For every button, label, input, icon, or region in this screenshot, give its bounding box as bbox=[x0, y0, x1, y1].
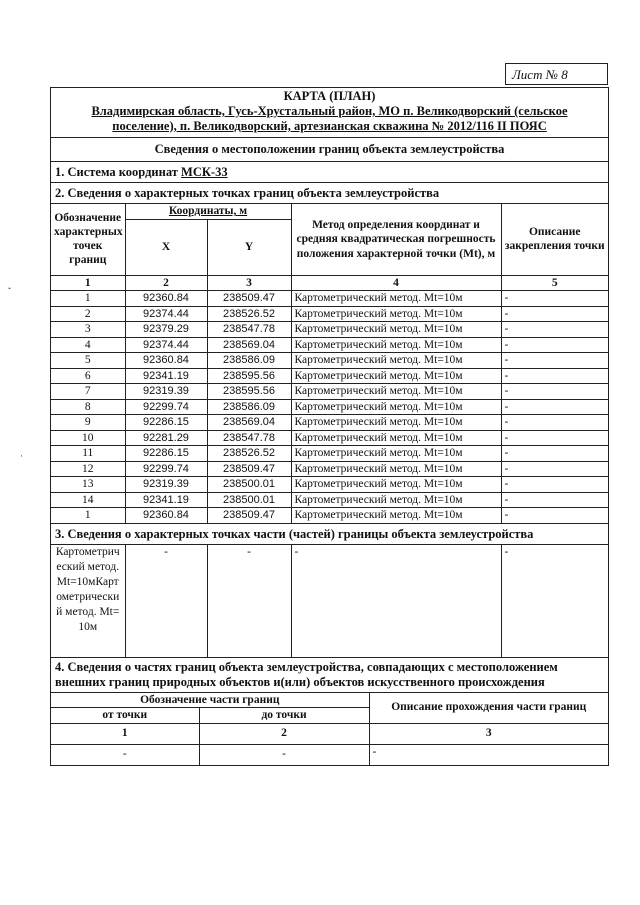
point-row bbox=[51, 399, 608, 415]
point-method: Картометрический метод. Mt=10м bbox=[291, 430, 501, 446]
section-3-title: 3. Сведения о характерных точках части (частей) границы объекта землеустройства bbox=[51, 524, 608, 545]
point-y: 238586.09 bbox=[207, 399, 291, 415]
point-y: 238526.52 bbox=[207, 446, 291, 462]
col-x-header: X bbox=[125, 219, 207, 275]
coordinate-system: МСК-33 bbox=[181, 165, 228, 179]
section-4-title bbox=[51, 658, 608, 693]
point-number: 9 bbox=[51, 415, 125, 431]
point-method: Картометрический метод. Mt=10м bbox=[291, 477, 501, 493]
point-desc: - bbox=[501, 446, 608, 462]
point-desc: - bbox=[501, 508, 608, 524]
point-row bbox=[51, 322, 608, 338]
point-desc: - bbox=[501, 492, 608, 508]
point-y: 238586.09 bbox=[207, 353, 291, 369]
point-method: Картометрический метод. Mt=10м bbox=[291, 384, 501, 400]
col-coords-header: Координаты, м bbox=[125, 204, 291, 219]
part-method-cell: Картометрический метод. Mt=10мКартометрический метод. Mt=10м bbox=[51, 545, 125, 658]
point-row bbox=[51, 291, 608, 307]
sheet-number: 8 bbox=[561, 67, 568, 82]
point-number: 8 bbox=[51, 399, 125, 415]
s4-desc-value: - bbox=[369, 744, 608, 765]
point-x: 92319.39 bbox=[125, 384, 207, 400]
col-num-1: 1 bbox=[51, 275, 125, 291]
point-number: 11 bbox=[51, 446, 125, 462]
point-row bbox=[51, 384, 608, 400]
point-method: Картометрический метод. Mt=10м bbox=[291, 508, 501, 524]
point-number: 4 bbox=[51, 337, 125, 353]
column-numbers-row bbox=[51, 275, 608, 291]
point-number: 1 bbox=[51, 508, 125, 524]
point-y: 238500.01 bbox=[207, 492, 291, 508]
section-4-title-line-1: 4. Сведения о частях границ объекта землеустройства, совпадающих с местоположением bbox=[55, 659, 558, 674]
point-row bbox=[51, 368, 608, 384]
point-desc: - bbox=[501, 337, 608, 353]
sheet-number-box bbox=[505, 63, 608, 85]
point-number: 1 bbox=[51, 291, 125, 307]
s4-from-value: - bbox=[51, 744, 199, 765]
point-row bbox=[51, 415, 608, 431]
point-x: 92299.74 bbox=[125, 461, 207, 477]
col-passage-header: Описание прохождения части границ bbox=[369, 693, 608, 724]
part-desc-cell: - bbox=[501, 545, 608, 658]
point-y: 238509.47 bbox=[207, 461, 291, 477]
point-y: 238526.52 bbox=[207, 306, 291, 322]
point-x: 92299.74 bbox=[125, 399, 207, 415]
point-desc: - bbox=[501, 368, 608, 384]
point-x: 92286.15 bbox=[125, 446, 207, 462]
col-num-2: 2 bbox=[125, 275, 207, 291]
point-method: Картометрический метод. Mt=10м bbox=[291, 291, 501, 307]
section-1-prefix: 1. Система координат bbox=[55, 165, 182, 179]
section-4-title-line-2: внешних границ природных объектов и(или) объектов искусственного происхождения bbox=[55, 674, 545, 689]
col-method-header: Метод определения координат и средняя квадратическая погрешность положения характерной точки (Mt), м bbox=[291, 204, 501, 275]
point-row bbox=[51, 477, 608, 493]
point-method: Картометрический метод. Mt=10м bbox=[291, 492, 501, 508]
point-row bbox=[51, 446, 608, 462]
point-row bbox=[51, 461, 608, 477]
point-x: 92360.84 bbox=[125, 291, 207, 307]
points-table bbox=[51, 204, 608, 524]
point-x: 92374.44 bbox=[125, 337, 207, 353]
point-row bbox=[51, 508, 608, 524]
page-title: КАРТА (ПЛАН) bbox=[283, 89, 376, 103]
part-x-cell: - bbox=[125, 545, 207, 658]
point-y: 238547.78 bbox=[207, 430, 291, 446]
section-2-title: 2. Сведения о характерных точках границ объекта землеустройства bbox=[51, 183, 608, 204]
point-y: 238569.04 bbox=[207, 415, 291, 431]
point-x: 92360.84 bbox=[125, 508, 207, 524]
col-y-header: Y bbox=[207, 219, 291, 275]
point-number: 3 bbox=[51, 322, 125, 338]
s4-to-value: - bbox=[199, 744, 369, 765]
subtitle: Сведения о местоположении границ объекта землеустройства bbox=[51, 138, 608, 162]
sheet-label: Лист № bbox=[512, 67, 558, 82]
point-number: 13 bbox=[51, 477, 125, 493]
point-method: Картометрический метод. Mt=10м bbox=[291, 399, 501, 415]
point-number: 14 bbox=[51, 492, 125, 508]
point-number: 2 bbox=[51, 306, 125, 322]
point-number: 12 bbox=[51, 461, 125, 477]
point-number: 5 bbox=[51, 353, 125, 369]
point-x: 92374.44 bbox=[125, 306, 207, 322]
part-points-table bbox=[51, 545, 608, 658]
point-method: Картометрический метод. Mt=10м bbox=[291, 337, 501, 353]
point-desc: - bbox=[501, 353, 608, 369]
point-y: 238595.56 bbox=[207, 368, 291, 384]
point-desc: - bbox=[501, 415, 608, 431]
point-x: 92319.39 bbox=[125, 477, 207, 493]
s4-num-3: 3 bbox=[369, 723, 608, 744]
point-row bbox=[51, 430, 608, 446]
margin-mark: ˇ bbox=[8, 286, 11, 296]
point-method: Картометрический метод. Mt=10м bbox=[291, 353, 501, 369]
col-num-3: 3 bbox=[207, 275, 291, 291]
point-desc: - bbox=[501, 399, 608, 415]
point-y: 238509.47 bbox=[207, 291, 291, 307]
point-method: Картометрический метод. Mt=10м bbox=[291, 446, 501, 462]
address-line-1: Владимирская область, Гусь-Хрустальный район, МО п. Великодворский (сельское bbox=[91, 104, 568, 118]
point-y: 238569.04 bbox=[207, 337, 291, 353]
point-x: 92341.19 bbox=[125, 368, 207, 384]
point-desc: - bbox=[501, 477, 608, 493]
col-point-header: Обозначение характерных точек границ bbox=[51, 204, 125, 275]
point-y: 238500.01 bbox=[207, 477, 291, 493]
col-to-header: до точки bbox=[199, 708, 369, 724]
address-line-2: поселение), п. Великодворский, артезианская скважина № 2012/116 II ПОЯС bbox=[112, 119, 547, 133]
s4-num-1: 1 bbox=[51, 723, 199, 744]
section-1 bbox=[51, 162, 608, 183]
col-desc-header: Описание закрепления точки bbox=[501, 204, 608, 275]
col-part-header: Обозначение части границ bbox=[51, 693, 369, 708]
point-desc: - bbox=[501, 461, 608, 477]
point-number: 6 bbox=[51, 368, 125, 384]
point-x: 92281.29 bbox=[125, 430, 207, 446]
boundary-parts-table bbox=[51, 693, 608, 766]
document-header bbox=[51, 88, 608, 138]
point-method: Картометрический метод. Mt=10м bbox=[291, 322, 501, 338]
point-x: 92341.19 bbox=[125, 492, 207, 508]
point-row bbox=[51, 492, 608, 508]
col-from-header: от точки bbox=[51, 708, 199, 724]
point-y: 238595.56 bbox=[207, 384, 291, 400]
point-x: 92379.29 bbox=[125, 322, 207, 338]
point-x: 92360.84 bbox=[125, 353, 207, 369]
point-desc: - bbox=[501, 384, 608, 400]
point-number: 10 bbox=[51, 430, 125, 446]
point-row bbox=[51, 353, 608, 369]
point-row bbox=[51, 306, 608, 322]
point-x: 92286.15 bbox=[125, 415, 207, 431]
point-desc: - bbox=[501, 291, 608, 307]
point-desc: - bbox=[501, 306, 608, 322]
margin-dot: · bbox=[20, 451, 23, 461]
point-desc: - bbox=[501, 430, 608, 446]
point-y: 238509.47 bbox=[207, 508, 291, 524]
point-method: Картометрический метод. Mt=10м bbox=[291, 461, 501, 477]
s4-num-2: 2 bbox=[199, 723, 369, 744]
point-y: 238547.78 bbox=[207, 322, 291, 338]
point-method: Картометрический метод. Mt=10м bbox=[291, 368, 501, 384]
document-frame bbox=[50, 87, 609, 766]
part-y-cell: - bbox=[207, 545, 291, 658]
col-num-4: 4 bbox=[291, 275, 501, 291]
point-desc: - bbox=[501, 322, 608, 338]
part-method2-cell: - bbox=[291, 545, 501, 658]
point-method: Картометрический метод. Mt=10м bbox=[291, 306, 501, 322]
col-num-5: 5 bbox=[501, 275, 608, 291]
point-number: 7 bbox=[51, 384, 125, 400]
point-row bbox=[51, 337, 608, 353]
point-method: Картометрический метод. Mt=10м bbox=[291, 415, 501, 431]
